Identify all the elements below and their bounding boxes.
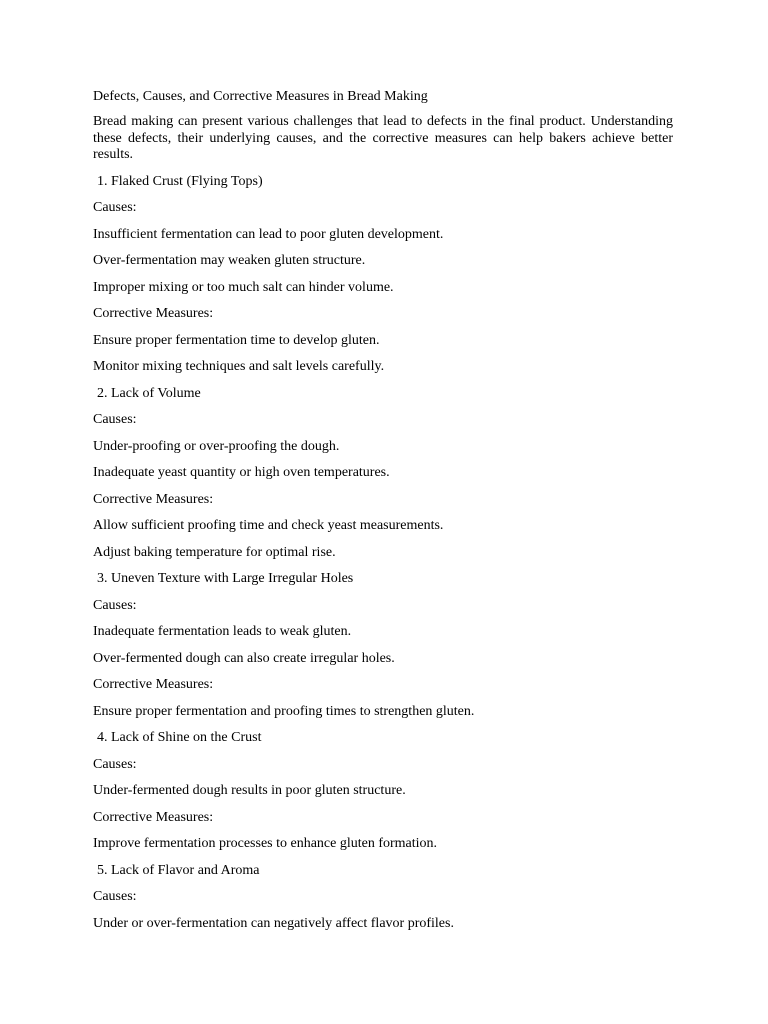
cause-item: Under-fermented dough results in poor gluten structure. <box>93 783 406 798</box>
intro-paragraph: Bread making can present various challenges that lead to defects in the final product. Understanding these defects, their underlying causes, and the corrective measures can help bakers achieve better results. <box>93 114 673 162</box>
cause-item: Inadequate yeast quantity or high oven temperatures. <box>93 465 390 480</box>
section-lack-of-shine <box>93 729 673 852</box>
cause-item: Over-fermentation may weaken gluten structure. <box>93 253 366 268</box>
causes-label: Causes: <box>93 200 137 215</box>
measures-label: Corrective Measures: <box>93 491 214 507</box>
cause-item: Under or over-fermentation can negatively affect flavor profiles. <box>93 915 454 931</box>
measures-label: Corrective Measures: <box>93 809 214 825</box>
measures-label: Corrective Measures: <box>93 677 214 692</box>
section-uneven-texture <box>93 570 673 720</box>
causes-label: Causes: <box>93 756 137 772</box>
section-lack-of-volume <box>93 385 673 561</box>
cause-item: Over-fermented dough can also create irregular holes. <box>93 650 395 666</box>
measure-item: Improve fermentation processes to enhance gluten formation. <box>93 836 438 851</box>
causes-label: Causes: <box>93 412 137 427</box>
measures-label: Corrective Measures: <box>93 306 214 321</box>
section-flaked-crust <box>93 173 673 376</box>
document-title: Defects, Causes, and Corrective Measures in Bread Making <box>93 89 428 104</box>
section-heading: 5. Lack of Flavor and Aroma <box>97 862 260 878</box>
measure-item: Ensure proper fermentation time to develop gluten. <box>93 332 380 348</box>
section-heading: 1. Flaked Crust (Flying Tops) <box>97 173 263 189</box>
cause-item: Inadequate fermentation leads to weak gluten. <box>93 624 352 639</box>
causes-label: Causes: <box>93 889 137 904</box>
cause-item: Insufficient fermentation can lead to poor gluten development. <box>93 226 444 242</box>
document-page <box>93 88 673 941</box>
measure-item: Monitor mixing techniques and salt levels carefully. <box>93 359 385 374</box>
cause-item: Under-proofing or over-proofing the dough. <box>93 438 340 454</box>
section-heading: 2. Lack of Volume <box>97 385 201 401</box>
section-heading: 4. Lack of Shine on the Crust <box>97 730 262 745</box>
causes-label: Causes: <box>93 597 137 613</box>
section-lack-of-flavor <box>93 862 673 932</box>
measure-item: Ensure proper fermentation and proofing times to strengthen gluten. <box>93 703 475 719</box>
cause-item: Improper mixing or too much salt can hinder volume. <box>93 279 394 295</box>
section-heading: 3. Uneven Texture with Large Irregular Holes <box>97 571 354 586</box>
measure-item: Adjust baking temperature for optimal rise. <box>93 544 336 560</box>
measure-item: Allow sufficient proofing time and check yeast measurements. <box>93 518 444 533</box>
